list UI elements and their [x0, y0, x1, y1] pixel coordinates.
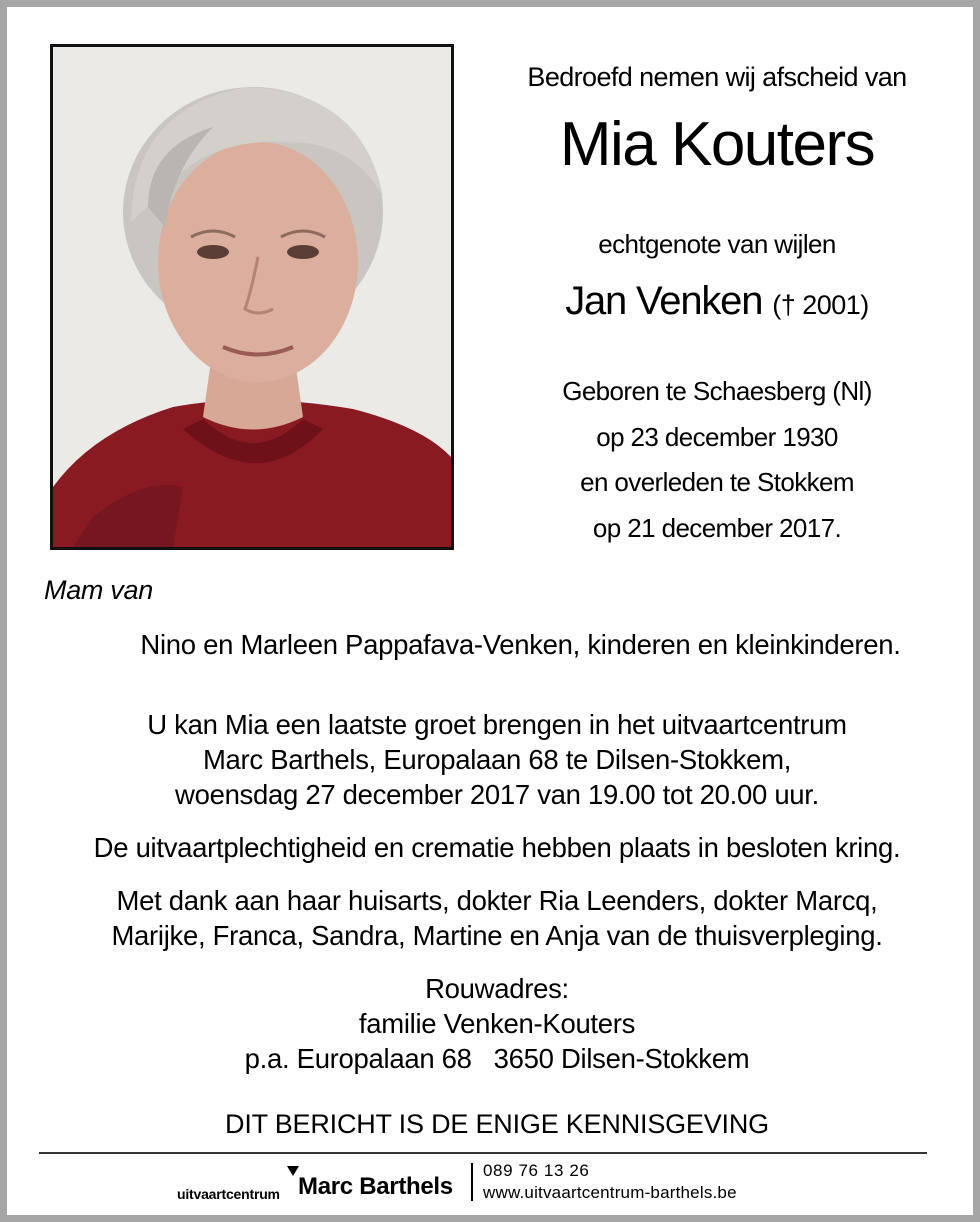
- deceased-name: Mia Kouters: [559, 110, 875, 179]
- death-place: en overleden te Stokkem: [580, 467, 854, 497]
- spouse-intro: echtgenote van wijlen: [598, 229, 836, 259]
- life-details: [467, 369, 967, 551]
- spouse-name: Jan Venken: [565, 279, 763, 323]
- phone-number: 089 76 13 26: [483, 1161, 590, 1180]
- spouse-death-year: († 2001): [772, 290, 869, 320]
- footer-divider: [39, 1152, 927, 1154]
- mourning-address: [7, 971, 980, 1076]
- visitation-line: U kan Mia een laatste groet brengen in het uitvaartcentrum: [147, 709, 847, 740]
- thanks-info: [7, 883, 980, 953]
- visitation-line: woensdag 27 december 2017 van 19.00 tot 20.00 uur.: [175, 779, 819, 810]
- spouse-line: [467, 279, 967, 324]
- funeral-home-footer: [177, 1157, 817, 1217]
- brand-name: Marc Barthels: [298, 1173, 453, 1200]
- address-street: p.a. Europalaan 68 3650 Dilsen-Stokkem: [244, 1043, 750, 1074]
- portrait-photo-icon: [53, 47, 451, 547]
- brand-prefix: uitvaartcentrum: [177, 1186, 280, 1202]
- portrait-photo: [50, 44, 454, 550]
- birth-date: op 23 december 1930: [596, 421, 838, 452]
- visitation-line: Marc Barthels, Europalaan 68 te Dilsen-Stokkem,: [202, 744, 792, 775]
- address-family: familie Venken-Kouters: [358, 1008, 636, 1039]
- death-date: op 21 december 2017.: [592, 512, 842, 543]
- ceremony-info: De uitvaartplechtigheid en crematie hebben plaats in besloten kring.: [93, 832, 901, 863]
- children-line: Nino en Marleen Pappafava-Venken, kinderen en kleinkinderen.: [140, 629, 901, 660]
- website-link[interactable]: www.uitvaartcentrum-barthels.be: [483, 1183, 737, 1202]
- birth-place: Geboren te Schaesberg (Nl): [562, 376, 872, 406]
- notice-line: DIT BERICHT IS DE ENIGE KENNISGEVING: [225, 1109, 769, 1139]
- address-label: Rouwadres:: [425, 973, 569, 1004]
- farewell-intro: Bedroefd nemen wij afscheid van: [527, 62, 907, 92]
- family-label: Mam van: [44, 575, 153, 605]
- footer-separator: [471, 1163, 473, 1201]
- visitation-info: [7, 707, 980, 812]
- thanks-line: Marijke, Franca, Sandra, Martine en Anja van de thuisverpleging.: [111, 920, 883, 951]
- thanks-line: Met dank aan haar huisarts, dokter Ria Leenders, dokter Marcq,: [116, 885, 878, 916]
